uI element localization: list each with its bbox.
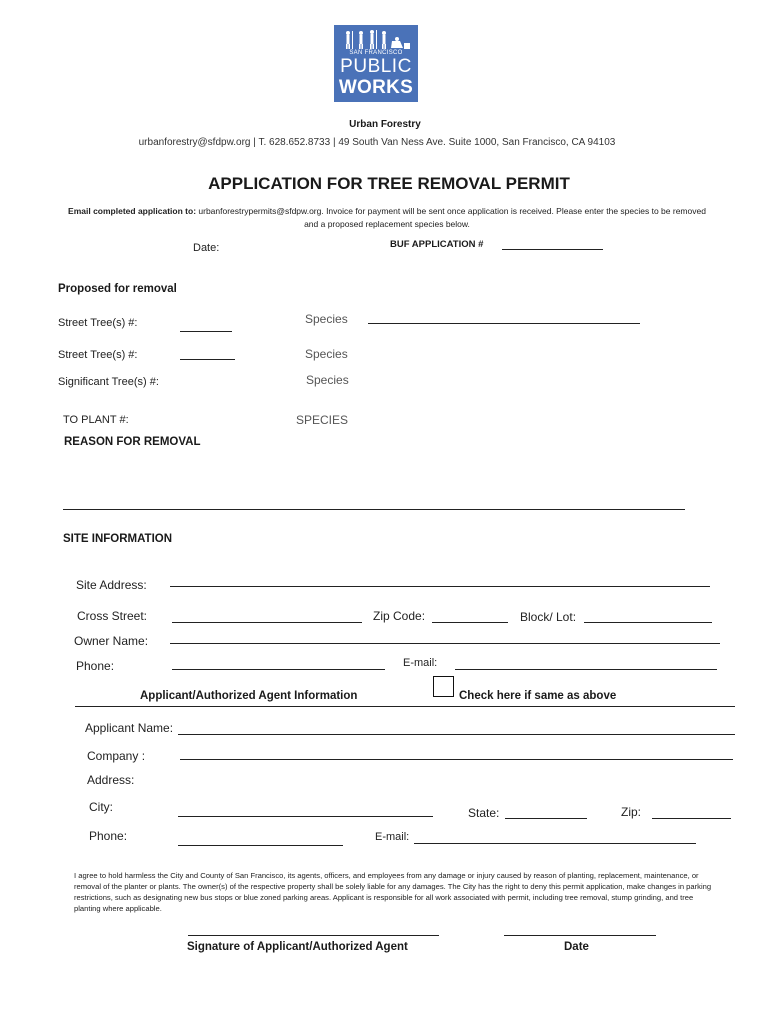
address-label: Address:	[87, 773, 135, 787]
state-field[interactable]	[505, 818, 587, 819]
public-works-logo	[334, 25, 418, 102]
zip-code-field[interactable]	[432, 622, 508, 623]
species-label-2: Species	[305, 347, 348, 361]
form-title: APPLICATION FOR TREE REMOVAL PERMIT	[208, 174, 570, 193]
logo-works-text: WORKS	[338, 77, 414, 98]
signature-label: Signature of Applicant/Authorized Agent	[187, 941, 408, 953]
email-instructions-lead: Email completed application to:	[68, 206, 197, 216]
company-field[interactable]	[180, 759, 733, 760]
department-contact: urbanforestry@sfdpw.org | T. 628.652.8733 | 49 South Van Ness Ave. Suite 1000, San Francisco, CA 94103	[138, 137, 616, 148]
site-info-heading: SITE INFORMATION	[63, 533, 173, 545]
cross-street-label: Cross Street:	[77, 609, 148, 623]
zip-code-label: Zip Code:	[373, 609, 426, 623]
species-field-1[interactable]	[368, 323, 640, 324]
buf-application-label: BUF APPLICATION #	[390, 239, 484, 250]
street-tree-label-1: Street Tree(s) #:	[58, 317, 138, 329]
site-address-label: Site Address:	[76, 578, 147, 592]
street-tree-count-field-1[interactable]	[180, 331, 232, 332]
street-tree-label-2: Street Tree(s) #:	[58, 349, 138, 361]
owner-name-field[interactable]	[170, 643, 720, 644]
hold-harmless-agreement: I agree to hold harmless the City and County of San Francisco, its agents, officers, and employees from any damage or injury caused by reason of planting, replacement, maintenance, or removal of the planter or plants. The owner(s) of the respective property shall be solely liable for any damages. The City has the right to deny this permit application, make changes in parking restrictions, such as designating new bus stops or blue zoned parking areas. Applicant is responsible for all work associated with permit, including tree removal, stump grinding, and tree planting where applicable.	[74, 871, 712, 913]
workers-silhouette-icon	[334, 28, 418, 50]
block-lot-label: Block/ Lot:	[520, 610, 577, 624]
city-label: City:	[89, 800, 113, 814]
zip-field[interactable]	[652, 818, 731, 819]
proposed-removal-heading: Proposed for removal	[58, 283, 177, 295]
buf-application-field[interactable]	[502, 249, 603, 250]
cross-street-field[interactable]	[172, 622, 362, 623]
applicant-section-rule	[75, 706, 735, 707]
owner-name-label: Owner Name:	[74, 634, 149, 648]
to-plant-label: TO PLANT #:	[63, 414, 129, 426]
species-label-1: Species	[305, 312, 348, 326]
applicant-email-label: E-mail:	[375, 831, 410, 843]
company-label: Company :	[87, 749, 146, 763]
signature-date-field[interactable]	[504, 935, 656, 936]
applicant-email-field[interactable]	[414, 843, 696, 844]
signature-field[interactable]	[188, 935, 439, 936]
significant-tree-label: Significant Tree(s) #:	[58, 376, 159, 388]
reason-heading: REASON FOR REMOVAL	[64, 436, 201, 448]
zip-label: Zip:	[621, 805, 642, 819]
site-address-field[interactable]	[170, 586, 710, 587]
site-email-label: E-mail:	[403, 657, 438, 669]
species-plant-label: SPECIES	[296, 413, 349, 427]
city-field[interactable]	[178, 816, 433, 817]
logo-public-text: PUBLIC	[340, 56, 412, 77]
logo-city-text: SAN FRANCISCO	[349, 50, 403, 56]
species-label-3: Species	[306, 373, 349, 387]
applicant-name-label: Applicant Name:	[85, 721, 174, 735]
same-as-above-checkbox[interactable]	[433, 676, 454, 697]
street-tree-count-field-2[interactable]	[180, 359, 235, 360]
email-instructions	[60, 205, 714, 231]
applicant-heading: Applicant/Authorized Agent Information	[140, 690, 358, 702]
state-label: State:	[468, 806, 500, 820]
block-lot-field[interactable]	[584, 622, 712, 623]
email-instructions-body: urbanforestrypermits@sfdpw.org. Invoice for payment will be sent once application is received. Please enter the species to be removed and a proposed replacement species below.	[196, 206, 706, 229]
signature-date-label: Date	[564, 941, 589, 953]
department-name: Urban Forestry	[349, 119, 421, 130]
same-as-above-label: Check here if same as above	[459, 690, 617, 702]
applicant-phone-field[interactable]	[178, 845, 343, 846]
site-phone-label: Phone:	[76, 659, 115, 673]
applicant-name-field[interactable]	[178, 734, 735, 735]
site-email-field[interactable]	[455, 669, 717, 670]
site-phone-field[interactable]	[172, 669, 385, 670]
applicant-phone-label: Phone:	[89, 829, 128, 843]
reason-field[interactable]	[63, 509, 685, 510]
date-label: Date:	[193, 242, 220, 254]
